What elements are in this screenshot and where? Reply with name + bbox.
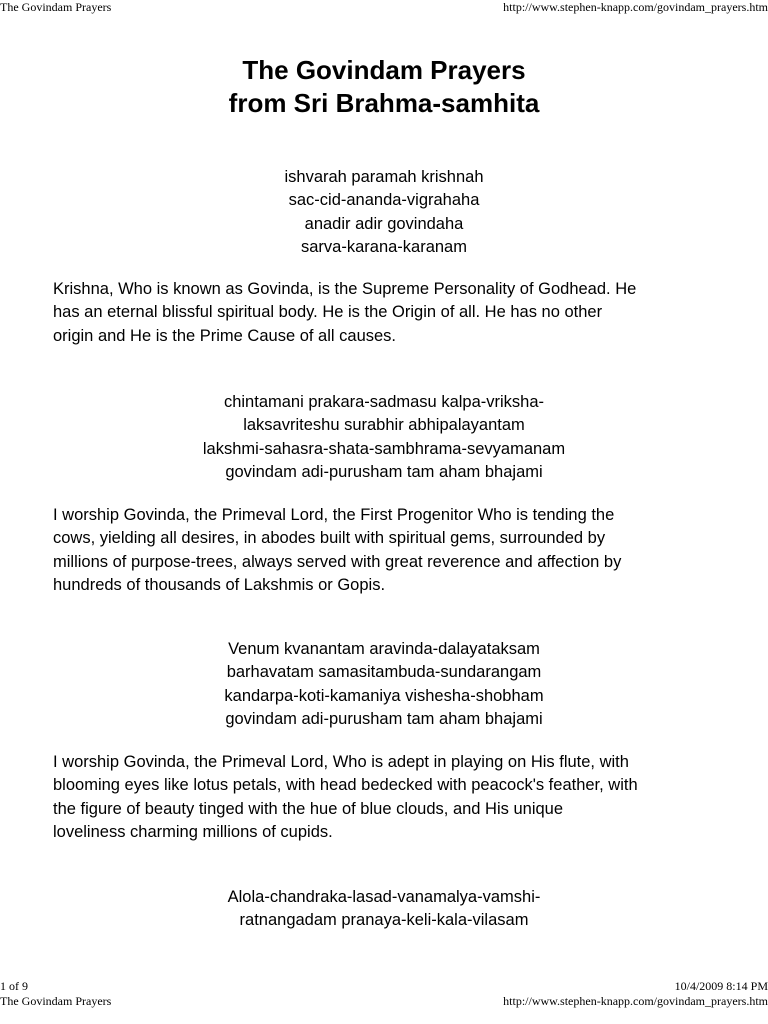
paragraph-line: has an eternal blissful spiritual body. He is the Origin of all. He has no other — [53, 303, 603, 322]
translation-1 — [53, 278, 733, 348]
paragraph-line: blooming eyes like lotus petals, with head bedecked with peacock's feather, with — [53, 776, 638, 795]
verse-line: laksavriteshu surabhir abhipalayantam — [243, 416, 525, 435]
verse-line: lakshmi-sahasra-shata-sambhrama-sevyamanam — [202, 439, 566, 458]
translation-2 — [53, 504, 733, 597]
print-footer-page-number: 1 of 9 — [0, 979, 28, 993]
paragraph-line: origin and He is the Prime Cause of all causes. — [53, 326, 397, 345]
verse-2 — [0, 391, 768, 484]
verse-1 — [0, 166, 768, 259]
verse-line: barhavatam samasitambuda-sundarangam — [226, 663, 542, 682]
page-title-line-1: The Govindam Prayers — [242, 55, 526, 85]
translation-3 — [53, 751, 733, 844]
paragraph-line: the figure of beauty tinged with the hue of blue clouds, and His unique — [53, 799, 564, 818]
verse-line: chintamani prakara-sadmasu kalpa-vriksha- — [223, 393, 545, 411]
paragraph-line: loveliness charming millions of cupids. — [53, 822, 333, 841]
verse-line: kandarpa-koti-kamaniya vishesha-shobham — [224, 686, 544, 705]
verse-line: anadir adir govindaha — [304, 214, 464, 233]
verse-line: ratnangadam pranaya-keli-kala-vilasam — [239, 911, 529, 930]
verse-3 — [0, 638, 768, 731]
verse-line: sarva-karana-karanam — [301, 237, 467, 256]
verse-4 — [0, 886, 768, 933]
paragraph-line: I worship Govinda, the Primeval Lord, the First Progenitor Who is tending the — [53, 506, 615, 524]
print-header-url-next: http://www.stephen-knapp.com/govindam_prayers.htm — [503, 994, 768, 1008]
paragraph-line: cows, yielding all desires, in abodes built with spiritual gems, surrounded by — [53, 529, 606, 548]
verse-line: Alola-chandraka-lasad-vanamalya-vamshi- — [227, 888, 541, 906]
page-title-line-2: from Sri Brahma-samhita — [228, 88, 540, 118]
verse-line: ishvarah paramah krishnah — [284, 168, 484, 186]
verse-line: govindam adi-purusham tam aham bhajami — [225, 709, 543, 728]
paragraph-line: I worship Govinda, the Primeval Lord, Who is adept in playing on His flute, with — [53, 753, 629, 771]
verse-line: sac-cid-ananda-vigrahaha — [288, 191, 480, 210]
print-header-title-next: The Govindam Prayers — [0, 994, 112, 1008]
print-footer-datetime: 10/4/2009 8:14 PM — [674, 979, 768, 993]
paragraph-line: millions of purpose-trees, always served with great reverence and affection by — [53, 552, 622, 571]
verse-line: govindam adi-purusham tam aham bhajami — [225, 462, 543, 481]
print-header-url: http://www.stephen-knapp.com/govindam_prayers.htm — [503, 0, 768, 14]
paragraph-line: hundreds of thousands of Lakshmis or Gopis. — [53, 575, 386, 594]
verse-line: Venum kvanantam aravinda-dalayataksam — [228, 640, 540, 658]
paragraph-line: Krishna, Who is known as Govinda, is the Supreme Personality of Godhead. He — [53, 280, 637, 298]
print-header-title: The Govindam Prayers — [0, 0, 112, 14]
